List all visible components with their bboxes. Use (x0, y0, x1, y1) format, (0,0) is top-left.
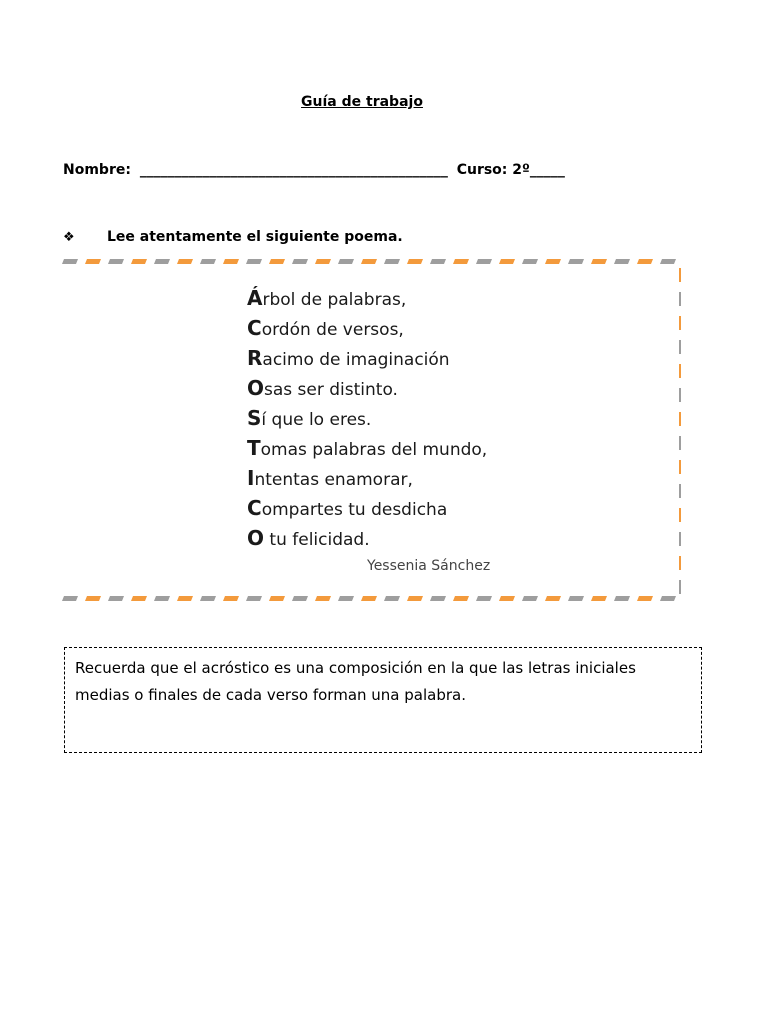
frame-dash (62, 259, 78, 264)
name-line: ____________________________________________ (139, 162, 448, 178)
poem-frame (62, 258, 682, 602)
frame-dash (384, 259, 400, 264)
frame-dash (384, 596, 400, 601)
frame-dash (177, 259, 193, 264)
frame-dash (637, 596, 653, 601)
frame-dash (430, 596, 446, 601)
frame-dash (154, 596, 170, 601)
frame-dash (62, 596, 78, 601)
frame-dash (246, 596, 262, 601)
frame-dash (660, 596, 676, 601)
instruction-text: Lee atentamente el siguiente poema. (107, 229, 403, 245)
poem-line: Osas ser distinto. (247, 376, 398, 400)
frame-dash (499, 259, 515, 264)
course-label: Curso: (456, 162, 508, 178)
frame-dash (430, 259, 446, 264)
frame-dash (200, 596, 216, 601)
frame-dash (660, 259, 676, 264)
poem-line: Sí que lo eres. (247, 406, 372, 430)
frame-dash (85, 259, 101, 264)
frame-dash (108, 596, 124, 601)
frame-dash (679, 484, 681, 498)
frame-dash (85, 596, 101, 601)
frame-dash (269, 259, 285, 264)
frame-dash (338, 259, 354, 264)
poem-line: Intentas enamorar, (247, 466, 413, 490)
frame-dash (338, 596, 354, 601)
frame-dash (679, 388, 681, 402)
frame-dash (177, 596, 193, 601)
frame-dash (499, 596, 515, 601)
frame-dash (679, 460, 681, 474)
frame-dash (614, 596, 630, 601)
frame-dash (568, 259, 584, 264)
name-label: Nombre: (63, 162, 131, 178)
frame-dash (679, 556, 681, 570)
frame-dash (131, 596, 147, 601)
note-box (64, 647, 702, 753)
frame-dash (679, 508, 681, 522)
frame-dash (246, 259, 262, 264)
instruction (63, 229, 403, 245)
frame-dash (361, 596, 377, 601)
frame-dash (269, 596, 285, 601)
frame-dash (453, 596, 469, 601)
course-value: 2º_____ (512, 162, 565, 178)
frame-dash (407, 259, 423, 264)
frame-dash (154, 259, 170, 264)
frame-dash (476, 596, 492, 601)
frame-dash (679, 292, 681, 306)
frame-dash (568, 596, 584, 601)
frame-dash (679, 436, 681, 450)
note-text: Recuerda que el acróstico es una composición en la que las letras iniciales medias o finales de cada verso forman una palabra. (75, 659, 636, 704)
frame-dash (679, 532, 681, 546)
frame-dash (522, 596, 538, 601)
frame-dash (591, 596, 607, 601)
frame-dash (315, 596, 331, 601)
frame-dash (223, 259, 239, 264)
frame-dash (614, 259, 630, 264)
diamond-bullet-icon: ❖ (63, 230, 75, 245)
frame-dash (679, 412, 681, 426)
poem-line: O tu felicidad. (247, 526, 370, 550)
frame-dash (131, 259, 147, 264)
frame-dash (591, 259, 607, 264)
poem-line: Compartes tu desdicha (247, 496, 448, 520)
frame-dash (223, 596, 239, 601)
frame-dash (200, 259, 216, 264)
frame-dash (679, 580, 681, 594)
frame-dash (679, 316, 681, 330)
name-course-row (63, 162, 565, 178)
frame-dash (679, 364, 681, 378)
poem-line: Tomas palabras del mundo, (247, 436, 488, 460)
frame-dash (679, 340, 681, 354)
page-title: Guía de trabajo (301, 94, 423, 110)
frame-dash (545, 596, 561, 601)
frame-dash (361, 259, 377, 264)
poem-lines (247, 284, 487, 554)
frame-dash (476, 259, 492, 264)
frame-dash (292, 596, 308, 601)
frame-dash (407, 596, 423, 601)
poem-line: Cordón de versos, (247, 316, 404, 340)
frame-dash (637, 259, 653, 264)
poem-author: Yessenia Sánchez (367, 558, 491, 574)
frame-dash (292, 259, 308, 264)
frame-dash (679, 268, 681, 282)
frame-dash (315, 259, 331, 264)
poem-line: Árbol de palabras, (247, 286, 407, 310)
frame-dash (545, 259, 561, 264)
frame-dash (522, 259, 538, 264)
frame-dash (108, 259, 124, 264)
frame-dash (453, 259, 469, 264)
poem-line: Racimo de imaginación (247, 346, 450, 370)
